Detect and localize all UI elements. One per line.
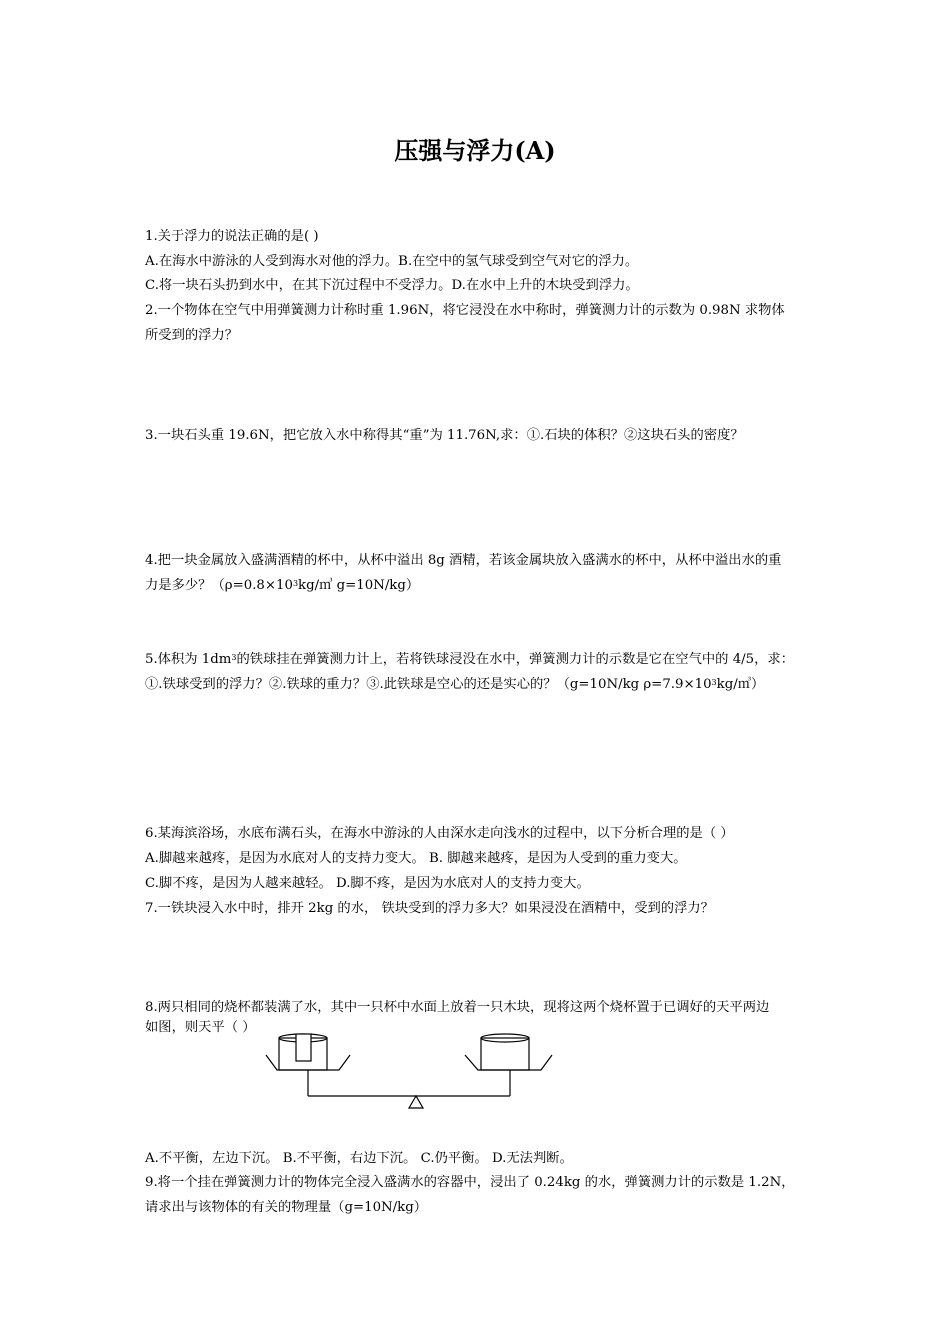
question-1-option-ab: A.在海水中游泳的人受到海水对他的浮力。B.在空中的氢气球受到空气对它的浮力。 [145,254,639,269]
question-2-line-2: 所受到的浮力？ [145,328,239,343]
question-8-line-2: 如图，则天平（ ） [145,1020,256,1035]
question-3: 3.一块石头重 19.6N，把它放入水中称得其“重”为 11.76N,求：①.石块的体积？②这块石头的密度？ [145,428,744,443]
q5-text-b: 的铁球挂在弹簧测力计上，若将铁球浸没在水中，弹簧测力计的示数是它在空气中的 4/5，求： [236,652,794,667]
question-4-line-2 [145,577,419,595]
q5-2-sup: 3 [711,678,717,687]
right-beaker [481,1038,529,1070]
wood-block [296,1034,311,1061]
q5-2-text-b: kg/㎥） [716,677,765,692]
question-6-option-ab: A.脚越来越疼，是因为水底对人的支持力变大。 B. 脚越来越疼，是因为人受到的重力变大。 [145,851,687,866]
question-1-option-cd: C.将一块石头扔到水中，在其下沉过程中不受浮力。D.在水中上升的木块受到浮力。 [145,278,639,293]
q4-text-b: kg/㎥ g=10N/kg） [298,578,420,593]
q5-sup: 3 [231,653,237,662]
question-4-line-1: 4.把一块金属放入盛满酒精的杯中，从杯中溢出 8g 酒精，若该金属块放入盛满水的杯中，从杯中溢出水的重 [145,553,782,568]
q4-text-a: 力是多少？（ρ=0.8×10 [145,578,293,593]
question-6-option-cd: C.脚不疼，是因为人越来越轻。 D.脚不疼，是因为水底对人的支持力变大。 [145,876,590,891]
question-9-line-2: 请求出与该物体的有关的物理量（g=10N/kg） [145,1200,428,1215]
fulcrum [409,1096,423,1108]
question-6: 6.某海滨浴场，水底布满石头，在海水中游泳的人由深水走向浅水的过程中，以下分析合理的是（ ） [145,826,734,841]
right-pan [465,1055,552,1070]
question-2-line-1: 2.一个物体在空气中用弹簧测力计称时重 1.96N，将它浸没在水中称时，弹簧测力计的示数为 0.98N 求物体 [145,303,785,318]
question-7: 7.一铁块浸入水中时，排开 2kg 的水， 铁块受到的浮力多大？如果浸没在酒精中，受到的浮力？ [145,901,714,916]
q5-2-text-a: ①.铁球受到的浮力？②.铁球的重力？③.此铁球是空心的还是实心的？（g=10N/kg ρ=7.9×10 [145,677,712,692]
q5-text-a: 5.体积为 1dm [145,652,232,667]
question-8-line-1: 8.两只相同的烧杯都装满了水，其中一只杯中水面上放着一只木块，现将这两个烧杯置于已调好的天平两边 [145,1000,770,1015]
question-5-line-2 [145,676,764,694]
question-8-options: A.不平衡，左边下沉。 B.不平衡，右边下沉。 C.仍平衡。 D.无法判断。 [145,1151,573,1166]
question-5-line-1 [145,651,794,669]
page-title: 压强与浮力(A) [394,136,556,165]
q4-sup: 3 [292,579,299,588]
question-9-line-1: 9.将一个挂在弹簧测力计的物体完全浸入盛满水的容器中，浸出了 0.24kg 的水，弹簧测力计的示数是 1.2N， [145,1175,795,1190]
balance-scale-diagram [262,1028,562,1113]
question-1: 1.关于浮力的说法正确的是( ) [145,229,319,244]
